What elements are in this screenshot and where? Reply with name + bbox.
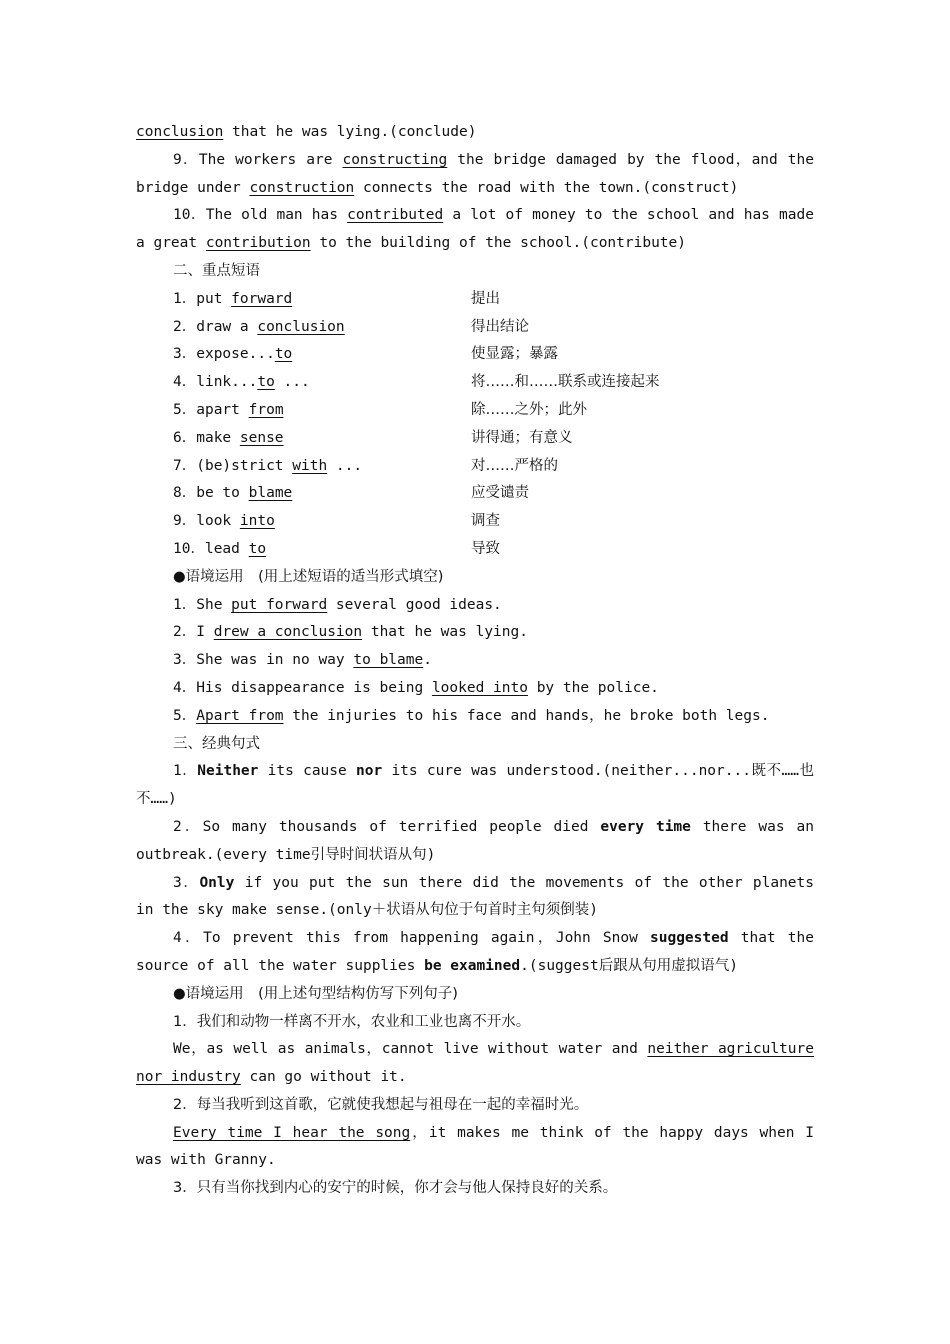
- text: a lot of money to the school and has made a great: [136, 207, 814, 252]
- answer-blank: to: [257, 374, 275, 391]
- text: to the building of the school.(contribute): [310, 235, 686, 252]
- text: the injuries to his face and hands，he broke both legs.: [283, 707, 770, 724]
- item-number: 5．: [173, 401, 197, 418]
- phrase-cn: 将……和……联系或连接起来: [471, 374, 660, 391]
- answer-blank: put forward: [231, 596, 328, 613]
- phrase-en: [173, 397, 471, 425]
- exercise-heading-phrases: ●语境运用 (用上述短语的适当形式填空): [173, 568, 444, 585]
- phrase-en: [173, 508, 471, 536]
- answer-blank: constructing: [342, 151, 448, 168]
- keyword: Only: [199, 874, 235, 891]
- answer-blank: contributed: [347, 207, 444, 224]
- item-number: 2．: [173, 818, 203, 835]
- phrase-en: [173, 341, 471, 369]
- text: His disappearance is being: [196, 679, 432, 696]
- text: link...: [196, 374, 258, 391]
- phrase-row: [136, 286, 814, 314]
- answer-blank: to blame: [353, 652, 424, 669]
- exercise-3-prompt: 3．只有当你找到内心的安宁的时候，你才会与他人保持良好的关系。: [173, 1180, 618, 1197]
- item-number: 7．: [173, 457, 197, 474]
- phrase-en: [173, 453, 471, 481]
- text: We，as well as animals，cannot live without water and: [173, 1041, 648, 1058]
- text: So many thousands of terrified people died: [202, 818, 601, 835]
- answer-blank: neither agriculture nor industry: [136, 1041, 814, 1086]
- item-number: 6．: [173, 429, 197, 446]
- text: by the police.: [527, 679, 659, 696]
- phrase-cn: 得出结论: [471, 318, 529, 335]
- text: its cure was understood.(neither...nor...既不……也不……): [136, 763, 815, 808]
- exercise-row: [136, 592, 814, 620]
- keyword: Neither: [197, 763, 259, 780]
- answer-blank: Apart from: [196, 707, 284, 724]
- item-number: 9．: [173, 151, 199, 168]
- text: several good ideas.: [327, 596, 502, 613]
- item-number: 10．: [173, 540, 205, 557]
- text: that he was lying.(conclude): [223, 124, 477, 140]
- answer-blank: from: [248, 401, 284, 418]
- exercise-row: [136, 647, 814, 675]
- item-number: 2．: [173, 318, 197, 335]
- item-number: 1．: [173, 596, 197, 613]
- phrase-cn: 调查: [471, 513, 500, 530]
- item-number: 1．: [173, 763, 198, 780]
- section-heading-sentences: 三、经典句式: [173, 735, 260, 752]
- phrase-en: [173, 425, 471, 453]
- text: the bridge damaged by the flood，and the bridge under: [136, 151, 814, 196]
- answer-blank: drew a conclusion: [213, 624, 363, 641]
- phrase-cn: 提出: [471, 290, 500, 307]
- exercise-row: [136, 703, 814, 731]
- exercise-2-prompt: 2．每当我听到这首歌，它就使我想起与祖母在一起的幸福时光。: [173, 1096, 589, 1113]
- item-10: [136, 202, 814, 258]
- item-number: 4．: [173, 679, 197, 696]
- item-number: 5．: [173, 707, 197, 724]
- text: put: [196, 290, 232, 307]
- phrase-cn: 除……之外；此外: [471, 401, 587, 418]
- text: draw a: [196, 318, 258, 335]
- keyword: be examined: [424, 957, 521, 974]
- text: be to: [196, 485, 249, 502]
- text: that the source of all the water supplies: [136, 930, 814, 974]
- text: To prevent this from happening again，John Snow: [203, 930, 650, 947]
- phrase-row: [136, 341, 814, 369]
- exercise-row: [136, 675, 814, 703]
- phrase-list: [136, 286, 814, 564]
- text: that he was lying.: [362, 624, 528, 641]
- text: The workers are: [198, 151, 343, 168]
- exercise-1-answer: [136, 1036, 814, 1092]
- text: there was an outbreak.(every time引导时间状语从句): [136, 818, 814, 863]
- text: The old man has: [205, 207, 348, 224]
- keyword: nor: [356, 763, 383, 780]
- text: ，it makes me think of the happy days when I was with Granny.: [136, 1124, 814, 1169]
- answer-blank: contribution: [205, 235, 311, 252]
- answer-blank: construction: [249, 179, 355, 196]
- phrase-row: [136, 314, 814, 342]
- phrase-row: [136, 480, 814, 508]
- phrase-en: [173, 314, 471, 342]
- exercise-2-answer: [136, 1120, 814, 1176]
- text: make: [196, 429, 240, 446]
- phrase-row: [136, 453, 814, 481]
- text: ...: [327, 457, 363, 474]
- answer-blank: to: [248, 540, 267, 557]
- item-number: 3．: [173, 874, 200, 891]
- keyword: every time: [600, 818, 691, 835]
- exercise-1-prompt: 1．我们和动物一样离不开水，农业和工业也离不开水。: [173, 1013, 531, 1030]
- phrase-row: [136, 369, 814, 397]
- text: ...: [274, 374, 310, 391]
- answer-blank: to: [274, 346, 293, 363]
- text: I: [196, 624, 214, 641]
- text: can go without it.: [240, 1069, 407, 1086]
- item-number: 4．: [173, 374, 197, 391]
- text: (be)strict: [196, 457, 293, 474]
- text: its cause: [258, 763, 356, 780]
- answer-blank: conclusion: [136, 124, 224, 140]
- phrase-en: [173, 536, 471, 564]
- phrase-cn: 使显露；暴露: [471, 346, 558, 363]
- text: .(suggest后跟从句用虚拟语气): [520, 957, 738, 974]
- text: if you put the sun there did the movements of the other planets in the sky make sense.(only＋状语从句位于句首时主句须倒装): [136, 874, 814, 919]
- keyword: suggested: [650, 930, 729, 947]
- text: expose...: [196, 346, 275, 363]
- answer-blank: sense: [239, 429, 284, 446]
- text: look: [196, 513, 240, 530]
- exercise-list: [136, 592, 814, 731]
- phrase-cn: 导致: [471, 540, 500, 557]
- line-conclusion: [136, 119, 814, 147]
- answer-blank: forward: [231, 290, 293, 307]
- text: .: [423, 652, 432, 669]
- item-number: 10．: [173, 207, 206, 224]
- answer-blank: with: [292, 457, 328, 474]
- text: She: [196, 596, 232, 613]
- phrase-cn: 对……严格的: [471, 457, 558, 474]
- phrase-cn: 应受谴责: [471, 485, 529, 502]
- exercise-heading-sentences: ●语境运用 (用上述句型结构仿写下列句子): [173, 985, 458, 1002]
- text: apart: [196, 401, 249, 418]
- text: connects the road with the town.(construct): [354, 179, 739, 196]
- item-number: 9．: [173, 513, 197, 530]
- item-number: 2．: [173, 624, 197, 641]
- phrase-en: [173, 480, 471, 508]
- answer-blank: looked into: [431, 679, 528, 696]
- phrase-row: [136, 508, 814, 536]
- phrase-row: [136, 397, 814, 425]
- item-number: 1．: [173, 290, 197, 307]
- exercise-row: [136, 619, 814, 647]
- text: She was in no way: [196, 652, 354, 669]
- text: lead: [204, 540, 249, 557]
- phrase-cn: 讲得通；有意义: [471, 429, 573, 446]
- item-number: 3．: [173, 652, 197, 669]
- item-number: 3．: [173, 346, 197, 363]
- item-number: 8．: [173, 485, 197, 502]
- item-number: 4．: [173, 930, 204, 947]
- answer-blank: into: [239, 513, 275, 530]
- sentence-3: [136, 870, 814, 926]
- answer-blank: blame: [248, 485, 293, 502]
- sentence-1: [136, 758, 814, 814]
- answer-blank: Every time I hear the song: [173, 1124, 411, 1141]
- section-heading-phrases: 二、重点短语: [173, 262, 260, 279]
- answer-blank: conclusion: [257, 318, 345, 335]
- item-9: [136, 147, 814, 203]
- phrase-row: [136, 425, 814, 453]
- phrase-en: [173, 286, 471, 314]
- phrase-en: [173, 369, 471, 397]
- sentence-2: [136, 814, 814, 870]
- document-page: [136, 119, 814, 1203]
- phrase-row: [136, 536, 814, 564]
- sentence-4: [136, 925, 814, 981]
